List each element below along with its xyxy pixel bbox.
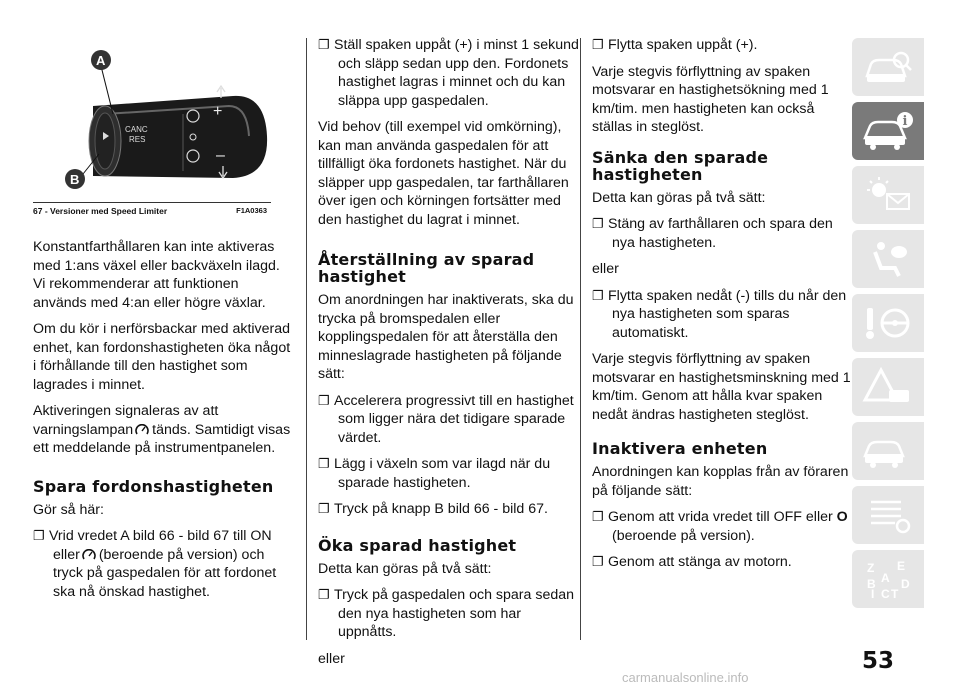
- paragraph: Anordningen kan kopplas från av föraren på följande sätt:: [592, 464, 849, 499]
- heading-sanka: Sänka den sparade hastigheten: [592, 147, 769, 184]
- list-item: [592, 215, 854, 252]
- index-letter: B: [867, 577, 876, 591]
- cruise-control-stalk-illustration: [33, 36, 271, 206]
- tab-lights-warning[interactable]: [852, 166, 924, 224]
- stalk-canc-text: CANC: [125, 125, 148, 134]
- list-item-text: Genom att vrida vredet till OFF eller: [608, 509, 833, 525]
- paragraph: Om du kör i nerförsbackar med aktiverad enhet, kan fordonshastigheten öka något i förhållande till den hastighet som lagrades i minnet.: [33, 321, 291, 393]
- tab-index[interactable]: [852, 550, 924, 608]
- lights-warning-icon: [861, 174, 915, 216]
- bullet-icon: ❐: [592, 287, 604, 303]
- heading-aterstallning: Återställning av sparad hastighet: [318, 250, 535, 286]
- column-1: [33, 238, 295, 609]
- index-letter: T: [891, 587, 899, 600]
- list-item: [592, 553, 854, 572]
- bullet-icon: ❐: [592, 37, 604, 52]
- paragraph: Konstantfarthållaren kan inte aktiveras med 1:ans växel eller backväxeln ilagd. Vi rekommenderar att funktionen används med 4:an eller högre växlar.: [33, 239, 280, 311]
- cruise-control-icon: [82, 549, 96, 561]
- figure-code: F1A0363: [236, 206, 267, 215]
- list-item: [318, 455, 580, 492]
- stalk-minus-text: –: [216, 147, 225, 164]
- list-item: [318, 392, 580, 448]
- paragraph: Varje stegvis förflyttning av spaken motsvarar en hastighetsminskning med 1 km/tim. Genom att hålla kvar spaken nedåt ändras hastigheten steglöst.: [592, 351, 851, 423]
- paragraph: eller: [592, 261, 619, 277]
- list-item-text: (beroende på version).: [612, 527, 755, 544]
- stalk-figure: [33, 36, 271, 214]
- list-item-text: Tryck på gaspedalen och spara sedan den nya hastigheten som har uppnåtts.: [334, 587, 575, 640]
- paragraph: Om anordningen har inaktiverats, ska du trycka på bromspedalen eller kopplingspedalen för att återställa den minneslagrade hastigheten på följande sätt:: [318, 292, 574, 382]
- heading-spara: Spara fordonshastigheten: [33, 476, 274, 496]
- list-item-text: Ställ spaken uppåt (+) i minst 1 sekund och släpp sedan upp den. Fordonets hastighet lagras i minnet och du kan släppa upp gaspedalen.: [334, 37, 579, 109]
- watermark: carmanualsonline.info: [622, 670, 749, 685]
- column-divider: [306, 38, 307, 640]
- car-search-icon: [861, 46, 915, 88]
- index-letter: A: [881, 571, 890, 585]
- airbag-seat-icon: [861, 238, 915, 280]
- paragraph: Vid behov (till exempel vid omkörning), kan man använda gaspedalen för att tillfälligt öka fordonets hastighet. När du släpper upp gaspedalen, tar farthållaren över igen och körningen fortsätter med den hastighet du lagrat i minnet.: [318, 119, 569, 228]
- paragraph: Varje stegvis förflyttning av spaken motsvarar en hastighetsökning med 1 km/tim. men hastigheten kan också ställas in steglöst.: [592, 63, 829, 135]
- warning-triangle-icon: [861, 366, 915, 408]
- cruise-control-icon: [135, 424, 149, 436]
- index-letter: E: [897, 559, 906, 573]
- stalk-plus-text: +: [213, 103, 223, 120]
- paragraph: [33, 402, 295, 458]
- list-item-text: Lägg i växeln som var ilagd när du sparade hastigheten.: [334, 456, 551, 491]
- heading-inaktivera: Inaktivera enheten: [592, 439, 768, 458]
- list-item: [318, 36, 580, 110]
- bullet-icon: ❐: [318, 456, 330, 471]
- tab-car-info[interactable]: [852, 102, 924, 160]
- tab-warning-triangle[interactable]: [852, 358, 924, 416]
- paragraph: eller: [318, 650, 345, 667]
- tab-key-steering[interactable]: [852, 294, 924, 352]
- paragraph-text: Aktiveringen signaleras av att varningslampan: [33, 403, 219, 438]
- bullet-icon: ❐: [318, 501, 330, 516]
- spec-list-icon: [861, 494, 915, 536]
- heading-oka: Öka sparad hastighet: [318, 535, 517, 555]
- list-item: [318, 500, 580, 519]
- stalk-res-text: RES: [129, 135, 146, 144]
- list-item-text: Flytta spaken uppåt (+).: [608, 37, 758, 53]
- figure-caption-bar: [33, 202, 271, 217]
- bullet-icon: ❐: [592, 216, 604, 231]
- bullet-icon: ❐: [33, 528, 45, 543]
- list-item-text: (beroende på version) och tryck på gaspedalen för att fordonet ska nå önskad hastighet.: [53, 546, 277, 600]
- tab-car-service[interactable]: [852, 422, 924, 480]
- bullet-icon: ❐: [318, 37, 330, 52]
- list-item-text: Genom att stänga av motorn.: [608, 554, 792, 570]
- index-letter: Z: [867, 561, 875, 575]
- bullet-icon: ❐: [318, 392, 330, 408]
- list-item-text: Vrid vredet A bild 66 - bild 67 till ON eller: [49, 528, 272, 563]
- list-item: [592, 508, 854, 545]
- label-a: A: [96, 53, 106, 68]
- list-item: [592, 287, 854, 343]
- list-item-text: Accelerera progressivt till en hastighet som ligger nära det tidigare sparade värdet.: [334, 392, 574, 446]
- list-item: [318, 586, 580, 642]
- off-symbol: O: [836, 509, 848, 525]
- column-3: [592, 36, 854, 580]
- tab-car-search[interactable]: [852, 38, 924, 96]
- list-item-text: Stäng av farthållaren och spara den nya hastigheten.: [608, 216, 833, 251]
- paragraph-text: tänds. Samtidigt visas ett meddelande på instrumentpanelen.: [33, 421, 291, 456]
- index-letter: I: [871, 587, 875, 600]
- column-2: [318, 36, 580, 676]
- paragraph: Detta kan göras på två sätt:: [592, 189, 766, 206]
- list-item: [592, 36, 854, 55]
- car-info-icon: [861, 110, 915, 152]
- list-item-text: Flytta spaken nedåt (-) tills du når den nya hastigheten som sparas automatiskt.: [608, 287, 847, 341]
- tab-spec-list[interactable]: [852, 486, 924, 544]
- list-item: [33, 527, 295, 601]
- list-item-text: Tryck på knapp B bild 66 - bild 67.: [334, 501, 548, 517]
- bullet-icon: ❐: [318, 587, 330, 602]
- index-letters-icon: [861, 558, 915, 600]
- index-letter: C: [881, 587, 890, 600]
- label-b: B: [70, 172, 80, 187]
- paragraph: Gör så här:: [33, 501, 104, 518]
- bullet-icon: ❐: [592, 509, 604, 524]
- svg-text:i: i: [902, 114, 908, 129]
- bullet-icon: ❐: [592, 554, 604, 569]
- index-letter: D: [901, 577, 910, 591]
- car-service-icon: [861, 430, 915, 472]
- chapter-tabs: [852, 38, 924, 614]
- figure-caption: 67 - Versioner med Speed Limiter: [33, 206, 168, 216]
- tab-airbag-seat[interactable]: [852, 230, 924, 288]
- key-steering-icon: [861, 302, 915, 344]
- column-divider: [580, 38, 581, 640]
- page-number: 53: [862, 648, 895, 674]
- paragraph: Detta kan göras på två sätt:: [318, 560, 492, 577]
